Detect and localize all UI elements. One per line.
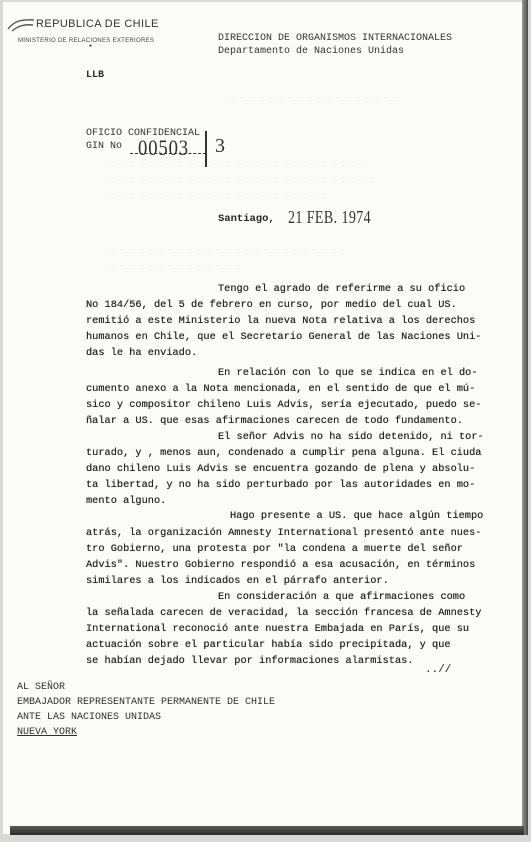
recipient-line: AL SEÑOR bbox=[17, 682, 66, 693]
recipient-city: NUEVA YORK bbox=[17, 727, 78, 738]
letterhead-department: Departamento de Naciones Unidas bbox=[218, 46, 405, 57]
continuation-mark: ..// bbox=[425, 664, 452, 676]
body-line: ñalar a US. que esas afirmaciones carecen de todo fundamento. bbox=[86, 415, 463, 427]
body-line: El señor Advis no ha sido detenido, ni tor- bbox=[218, 431, 484, 443]
letterhead-country: REPUBLICA DE CHILE bbox=[36, 18, 159, 30]
author-initials: LLB bbox=[86, 70, 105, 81]
body-line: similares a los indicados en el párrafo anterior. bbox=[86, 575, 389, 587]
body-line: En relación con lo que se indica en el do- bbox=[218, 367, 478, 379]
body-line: se habían dejado llevar por informaciones alarmistas. bbox=[86, 655, 414, 667]
reference-series: GIN No bbox=[86, 141, 123, 152]
reference-type: OFICIO CONFIDENCIAL bbox=[86, 128, 201, 139]
body-line: cumento anexo a la Nota mencionada, en el sentido de que el mú- bbox=[86, 383, 476, 395]
scan-edge-bottom bbox=[10, 826, 524, 835]
body-line: humanos en Chile, que el Secretario General de las Naciones Uni- bbox=[86, 331, 482, 343]
recipient-line: ANTE LAS NACIONES UNIDAS bbox=[17, 712, 162, 723]
reference-suffix: 3 bbox=[215, 135, 225, 157]
body-line: ta libertad, y no ha sido perturbado por las autoridades en mo- bbox=[86, 479, 476, 491]
body-line: International reconoció ante nuestra Embajada en París, que su bbox=[86, 623, 470, 635]
body-line: turado, y , menos aun, condenado a cumplir pena alguna. El ciuda bbox=[86, 447, 482, 459]
reference-number: 00503 bbox=[138, 135, 189, 160]
place: Santiago, bbox=[218, 213, 275, 225]
body-line: actuación sobre el particular había sido precipitada, y que bbox=[86, 639, 451, 651]
body-line: remitió a este Ministerio la nueva Nota relativa a los derechos bbox=[86, 315, 476, 327]
letterhead-ministry: MINISTERIO DE RELACIONES EXTERIORES bbox=[18, 38, 155, 44]
body-line: tro Gobierno, una protesta por "la condena a muerte del señor bbox=[86, 543, 463, 555]
body-line: Hago presente a US. que hace algún tiempo bbox=[230, 510, 484, 522]
body-line: das le ha enviado. bbox=[86, 347, 198, 359]
body-line: dano chileno Luis Advis se encuentra gozando de plena y absolu- bbox=[86, 463, 476, 475]
body-line: la señalada carecen de veracidad, la sección francesa de Amnesty bbox=[86, 607, 482, 619]
emblem-icon bbox=[6, 17, 36, 35]
body-line: mento alguno. bbox=[86, 495, 167, 507]
letterhead-star: * bbox=[88, 44, 93, 53]
body-line: sico y compositor chileno Luis Advis, sería ejecutado, puedo se- bbox=[86, 399, 482, 411]
letterhead-direction: DIRECCION DE ORGANISMOS INTERNACIONALES bbox=[218, 33, 453, 44]
body-line: Advis". Nuestro Gobierno respondió a esa acusación, en términos bbox=[86, 559, 476, 571]
date-stamp: 21 FEB. 1974 bbox=[288, 207, 372, 227]
body-line: Tengo el agrado de referirme a su oficio bbox=[218, 283, 466, 295]
body-line: atrás, la organización Amnesty International presentó ante nues- bbox=[86, 527, 482, 539]
body-line: No 184/56, del 5 de febrero en curso, por medio del cual US. bbox=[86, 299, 457, 311]
recipient-line: EMBAJADOR REPRESENTANTE PERMANENTE DE CHILE bbox=[17, 697, 276, 708]
scan-edge-right bbox=[522, 0, 528, 835]
body-line: En consideración a que afirmaciones como bbox=[218, 591, 466, 603]
